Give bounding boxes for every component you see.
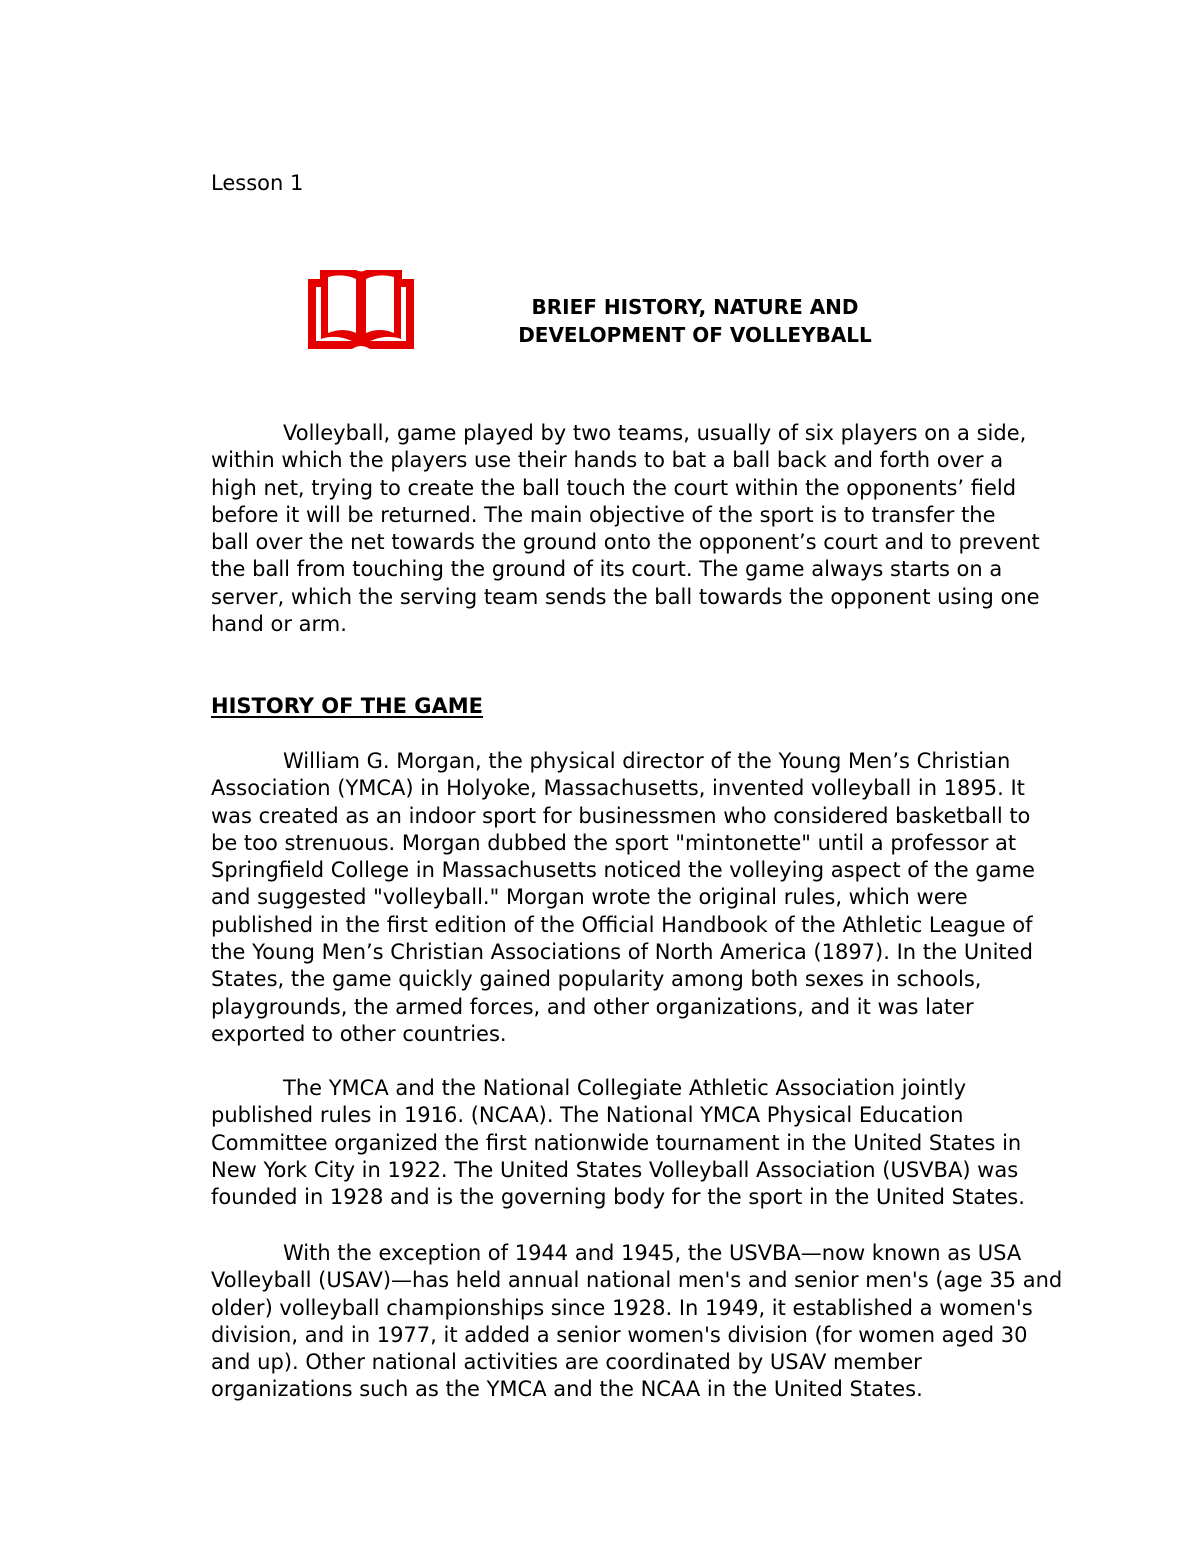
history-paragraph-3 — [211, 1240, 1061, 1404]
paragraph-line: playgrounds, the armed forces, and other organizations, and it was later — [211, 994, 974, 1019]
history-paragraph-2 — [211, 1075, 1061, 1211]
paragraph-line: founded in 1928 and is the governing body for the sport in the United States. — [211, 1185, 1025, 1210]
paragraph-line: the ball from touching the ground of its court. The game always starts on a — [211, 557, 1003, 582]
paragraph-line: within which the players use their hands to bat a ball back and forth over a — [211, 448, 1004, 473]
paragraph-line: high net, trying to create the ball touch the court within the opponents’ field — [211, 475, 1017, 500]
paragraph-line: Volleyball, game played by two teams, usually of six players on a side, — [283, 421, 1027, 445]
paragraph-line: older) volleyball championships since 1928. In 1949, it established a women's — [211, 1295, 1033, 1320]
open-book-icon — [308, 267, 414, 349]
history-paragraph-1 — [211, 748, 1061, 1048]
intro-paragraph — [211, 420, 1061, 638]
title-line-2: DEVELOPMENT OF VOLLEYBALL — [518, 323, 872, 347]
paragraph-line: published rules in 1916. (NCAA). The National YMCA Physical Education — [211, 1103, 964, 1128]
paragraph-line: organizations such as the YMCA and the NCAA in the United States. — [211, 1377, 923, 1402]
paragraph-line: With the exception of 1944 and 1945, the USVBA—now known as USA — [283, 1241, 1022, 1265]
paragraph-line: be too strenuous. Morgan dubbed the sport "mintonette" until a professor at — [211, 830, 1017, 855]
section-heading-history: HISTORY OF THE GAME — [211, 694, 484, 718]
paragraph-line: William G. Morgan, the physical director of the Young Men’s Christian — [283, 749, 1011, 773]
paragraph-line: before it will be returned. The main objective of the sport is to transfer the — [211, 502, 996, 527]
paragraph-line: Springfield College in Massachusetts noticed the volleying aspect of the game — [211, 858, 1035, 883]
paragraph-line: Volleyball (USAV)—has held annual national men's and senior men's (age 35 and — [211, 1268, 1063, 1293]
paragraph-line: hand or arm. — [211, 612, 347, 637]
paragraph-line: New York City in 1922. The United States Volleyball Association (USVBA) was — [211, 1157, 1019, 1182]
page-title — [470, 293, 920, 349]
paragraph-line: Committee organized the first nationwide tournament in the United States in — [211, 1130, 1022, 1155]
paragraph-line: ball over the net towards the ground onto the opponent’s court and to prevent — [211, 530, 1040, 555]
title-line-1: BRIEF HISTORY, NATURE AND — [531, 295, 859, 319]
paragraph-line: States, the game quickly gained popularity among both sexes in schools, — [211, 967, 982, 992]
paragraph-line: the Young Men’s Christian Associations of North America (1897). In the United — [211, 940, 1033, 965]
paragraph-line: and suggested "volleyball." Morgan wrote the original rules, which were — [211, 885, 968, 910]
paragraph-line: and up). Other national activities are coordinated by USAV member — [211, 1350, 922, 1375]
paragraph-line: exported to other countries. — [211, 1021, 507, 1046]
paragraph-line: Association (YMCA) in Holyoke, Massachusetts, invented volleyball in 1895. It — [211, 776, 1025, 801]
paragraph-line: server, which the serving team sends the ball towards the opponent using one — [211, 584, 1040, 609]
paragraph-line: division, and in 1977, it added a senior women's division (for women aged 30 — [211, 1322, 1028, 1347]
paragraph-line: The YMCA and the National Collegiate Athletic Association jointly — [283, 1076, 967, 1100]
paragraph-line: was created as an indoor sport for businessmen who considered basketball to — [211, 803, 1031, 828]
paragraph-line: published in the first edition of the Official Handbook of the Athletic League of — [211, 912, 1033, 937]
lesson-label: Lesson 1 — [211, 171, 304, 195]
